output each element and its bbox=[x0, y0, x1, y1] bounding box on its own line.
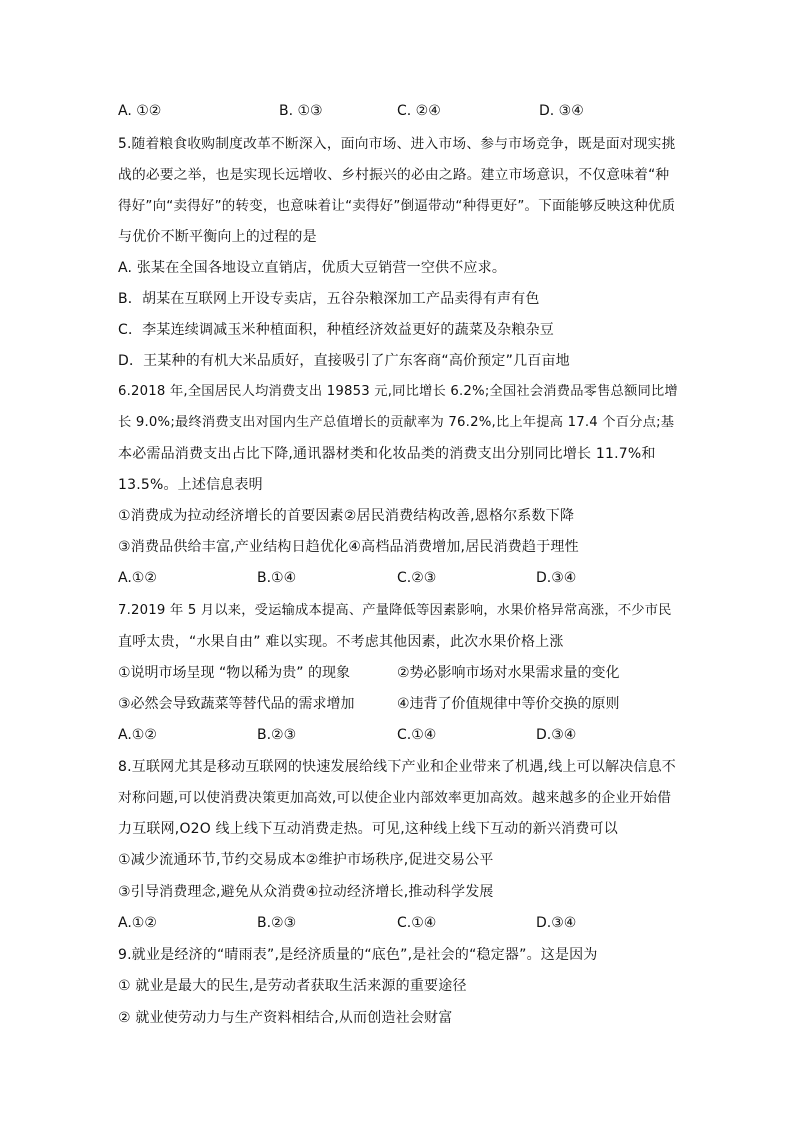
q7-statement-3: ③必然会导致蔬菜等替代品的需求增加 bbox=[118, 696, 355, 712]
q8-options bbox=[118, 913, 678, 933]
q8-statement-1: ①减少流通环节,节约交易成本②维护市场秩序,促进交易公平 bbox=[118, 852, 494, 868]
q6-stem-line-3: 本必需品消费支出占比下降,通讯器材类和化妆品类的消费支出分别同比增长 11.7%和 bbox=[118, 446, 656, 462]
q4-option-b[interactable]: B. ①③ bbox=[279, 103, 323, 119]
q7-statement-2: ②势必影响市场对水果需求量的变化 bbox=[397, 665, 620, 681]
q5-stem-line-4: 与优价不断平衡向上的过程的是 bbox=[118, 229, 317, 245]
q8-statement-2: ③引导消费理念,避免从众消费④拉动经济增长,推动科学发展 bbox=[118, 884, 494, 900]
q7-statement-row-2 bbox=[118, 694, 678, 714]
q7-statement-4: ④违背了价值规律中等价交换的原则 bbox=[397, 696, 620, 712]
q4-options bbox=[118, 101, 678, 121]
q7-statement-1: ①说明市场呈现 “物以稀为贵” 的现象 bbox=[118, 665, 350, 681]
q5-choice-c[interactable]: C．李某连续调减玉米种植面积，种植经济效益更好的蔬菜及杂粮杂豆 bbox=[118, 322, 554, 338]
q7-stem-line-2: 直呼太贵，“水果自由” 难以实现。不考虑其他因素，此次水果价格上涨 bbox=[118, 634, 564, 650]
q8-stem-line-3: 力互联网,O2O 线上线下互动消费走热。可见,这种线上线下互动的新兴消费可以 bbox=[118, 821, 618, 837]
q7-statement-row-1 bbox=[118, 663, 678, 683]
q5-choice-a[interactable]: A. 张某在全国各地设立直销店，优质大豆销营一空供不应求。 bbox=[118, 260, 507, 276]
q6-stem-line-1: 6.2018 年,全国居民人均消费支出 19853 元,同比增长 6.2%;全国社会消费品零售总额同比增 bbox=[118, 384, 678, 399]
q5-stem-line-1: 5.随着粮食收购制度改革不断深入，面向市场、进入市场、参与市场竞争，既是面对现实挑 bbox=[118, 136, 676, 152]
q9-stem-line-1: 9.就业是经济的“晴雨表”,是经济质量的“底色”,是社会的“稳定器”。这是因为 bbox=[118, 947, 598, 963]
q5-choice-d[interactable]: D．王某种的有机大米品质好，直接吸引了广东客商“高价预定”几百亩地 bbox=[118, 353, 570, 369]
q6-options bbox=[118, 568, 678, 588]
q4-option-d[interactable]: D. ③④ bbox=[539, 103, 584, 119]
q8-option-c[interactable]: C.①④ bbox=[397, 915, 437, 931]
q4-option-c[interactable]: C. ②④ bbox=[397, 103, 441, 119]
q7-option-d[interactable]: D.③④ bbox=[536, 727, 577, 743]
q7-stem-line-1: 7.2019 年 5 月以来，受运输成本提高、产量降低等因素影响，水果价格异常高涨，不少市民 bbox=[118, 603, 672, 618]
q5-stem-line-3: 得好”向“卖得好”的转变，也意味着让“卖得好”倒逼带动“种得更好”。下面能够反映这种优质 bbox=[118, 198, 676, 214]
q6-statement-1: ①消费成为拉动经济增长的首要因素②居民消费结构改善,恩格尔系数下降 bbox=[118, 508, 575, 524]
q9-statement-1: ① 就业是最大的民生,是劳动者获取生活来源的重要途径 bbox=[118, 978, 467, 994]
q7-option-b[interactable]: B.②③ bbox=[257, 727, 297, 743]
q6-option-b[interactable]: B.①④ bbox=[257, 570, 297, 586]
q6-stem-line-4: 13.5%。上述信息表明 bbox=[118, 477, 263, 493]
q5-choice-b[interactable]: B．胡某在互联网上开设专卖店，五谷杂粮深加工产品卖得有声有色 bbox=[118, 291, 540, 307]
q4-option-a[interactable]: A. ①② bbox=[118, 103, 162, 119]
q8-option-b[interactable]: B.②③ bbox=[257, 915, 297, 931]
q8-option-d[interactable]: D.③④ bbox=[536, 915, 577, 931]
q5-stem-line-2: 战的必要之举，也是实现长远增收、乡村振兴的必由之路。建立市场意识，不仅意味着“种 bbox=[118, 167, 670, 183]
q7-option-a[interactable]: A.①② bbox=[118, 727, 157, 743]
q7-option-c[interactable]: C.①④ bbox=[397, 727, 437, 743]
q7-options bbox=[118, 725, 678, 745]
q8-stem-line-2: 对称问题,可以使消费决策更加高效,可以使企业内部效率更加高效。越来越多的企业开始借 bbox=[118, 790, 672, 806]
q6-statement-2: ③消费品供给丰富,产业结构日趋优化④高档品消费增加,居民消费趋于理性 bbox=[118, 539, 579, 555]
q6-option-a[interactable]: A.①② bbox=[118, 570, 157, 586]
q6-option-d[interactable]: D.③④ bbox=[536, 570, 577, 586]
q6-stem-line-2: 长 9.0%;最终消费支出对国内生产总值增长的贡献率为 76.2%,比上年提高 17.4 个百分点;基 bbox=[118, 415, 675, 430]
q9-statement-2: ② 就业使劳动力与生产资料相结合,从而创造社会财富 bbox=[118, 1010, 453, 1026]
q8-option-a[interactable]: A.①② bbox=[118, 915, 157, 931]
q8-stem-line-1: 8.互联网尤其是移动互联网的快速发展给线下产业和企业带来了机遇,线上可以解决信息不 bbox=[118, 759, 677, 775]
q6-option-c[interactable]: C.②③ bbox=[397, 570, 437, 586]
